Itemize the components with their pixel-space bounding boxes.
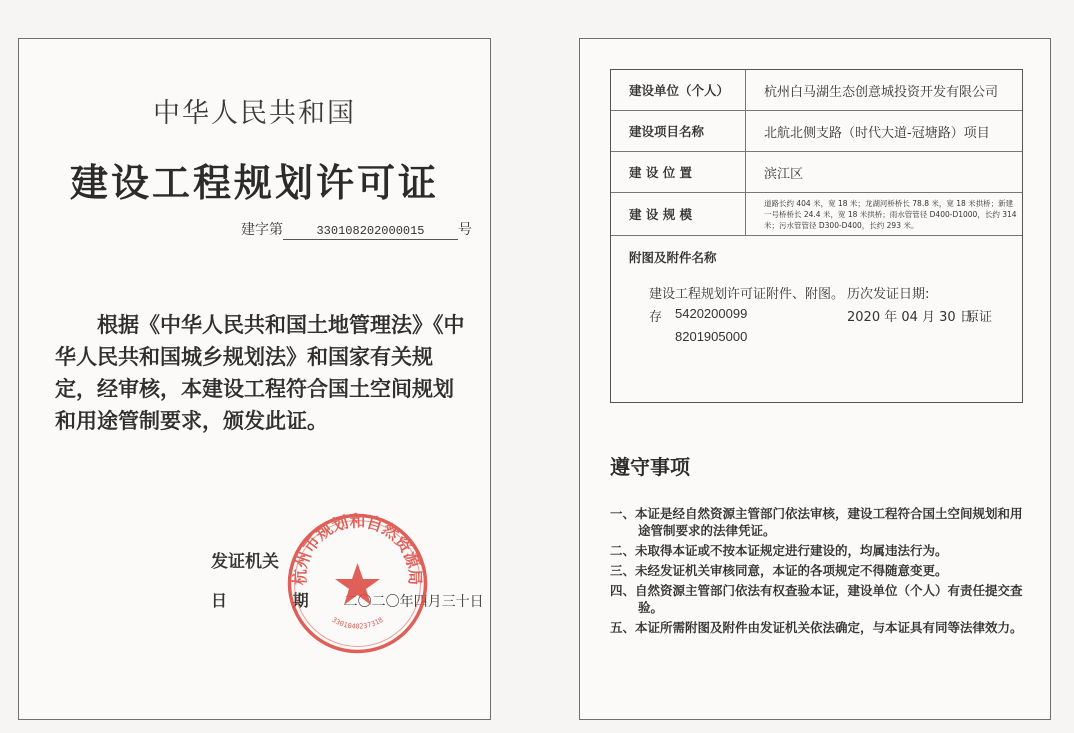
row-value: 道路长约 404 米，宽 18 米；龙湖河桥桥长 78.8 米，宽 18 米拱桥；新建一号桥桥长 24.4 米，宽 18 米拱桥；雨水管管径 D400-D1000，长约 314 米；污水管管径 D300-D400，长约 293 米。 (764, 198, 1017, 230)
rule-item: 一、本证是经自然资源主管部门依法审核，建设工程符合国土空间规划和用途管制要求的法律凭证。 (610, 506, 1023, 538)
attachments-label: 附图及附件名称 (629, 250, 717, 265)
row-label: 建设单位（个人） (611, 70, 746, 110)
table-row (611, 70, 1022, 111)
table-row (611, 152, 1022, 193)
official-seal (285, 511, 430, 656)
row-label: 建设项目名称 (611, 111, 746, 151)
certificate-number-row (241, 219, 472, 240)
project-info-table (610, 69, 1023, 403)
rule-item: 二、未取得本证或不按本证规定进行建设的，均属违法行为。 (610, 543, 948, 558)
issue-history-date: 2020 年 04 月 30 日 (847, 310, 973, 325)
row-value: 杭州白马湖生态创意城投资开发有限公司 (764, 84, 999, 100)
row-label: 建 设 规 模 (611, 193, 746, 235)
certificate-back-page (579, 38, 1051, 720)
row-value: 滨江区 (764, 166, 804, 182)
rules-title: 遵守事项 (610, 455, 690, 479)
issue-history-note: 原证 (966, 310, 993, 325)
rule-item: 五、本证所需附图及附件由发证机关依法确定，与本证具有同等法律效力。 (610, 620, 1023, 635)
certificate-statement: 根据《中华人民共和国土地管理法》《中华人民共和国城乡规划法》和国家有关规定，经审核，本建设工程符合国土空间规划和用途管制要求，颁发此证。 (55, 313, 465, 433)
cert-number-suffix: 号 (458, 222, 472, 238)
row-label: 建 设 位 置 (611, 152, 746, 192)
table-row (611, 193, 1022, 236)
table-row (611, 111, 1022, 152)
rule-item: 四、自然资源主管部门依法有权查验本证，建设单位（个人）有责任提交查验。 (610, 583, 1023, 615)
certificate-front-page (18, 38, 491, 720)
date-label: 日 期 (211, 591, 339, 610)
issuer-label: 发证机关 (211, 552, 279, 572)
archive-code-2: 8201905000 (675, 329, 748, 344)
certificate-title: 建设工程规划许可证 (69, 161, 439, 205)
seal-number: 3301040237318 (330, 615, 385, 631)
date-value: 二〇二〇年四月三十日 (343, 594, 484, 610)
country-name: 中华人民共和国 (153, 98, 356, 129)
issue-history-label: 历次发证日期: (847, 287, 930, 302)
row-value: 北航北侧支路（时代大道-冠塘路）项目 (764, 125, 990, 141)
archive-code-1: 5420200099 (675, 306, 748, 321)
attachments-description: 建设工程规划许可证附件、附图。 (649, 287, 845, 302)
stored-label: 存 (649, 310, 663, 325)
cert-number-value: 330108202000015 (283, 224, 458, 240)
cert-number-prefix: 建字第 (241, 222, 283, 238)
seal-text: 杭州市规划和自然资源局 (290, 511, 425, 586)
seal-star-icon (335, 563, 380, 605)
rules-list (610, 505, 1030, 639)
rule-item: 三、未经发证机关审核同意，本证的各项规定不得随意变更。 (610, 563, 948, 578)
